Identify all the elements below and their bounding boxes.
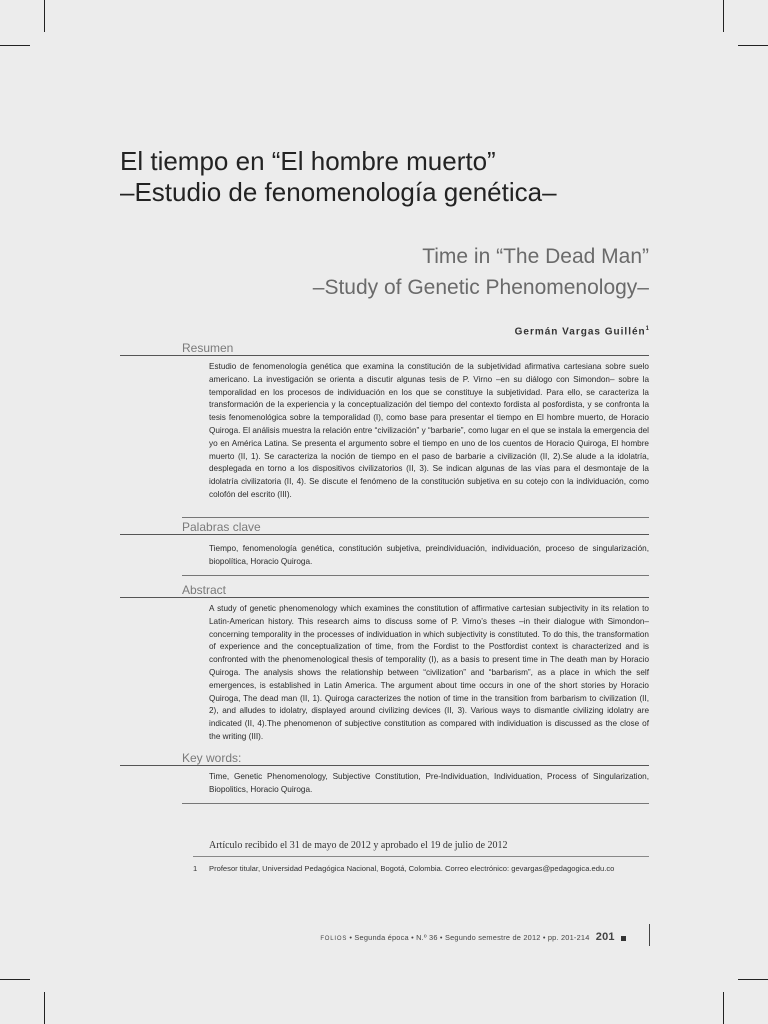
palabras-clave-heading-label: Palabras clave [182,520,261,534]
author-footnote-mark: 1 [645,326,649,332]
crop-mark [0,45,30,46]
issue-details: • Segunda época • N.º 36 • Segundo semestre de 2012 • pp. 201-214 [349,933,590,942]
spanish-title-line2: –Estudio de fenomenología genética– [120,177,557,207]
received-note: Artículo recibido el 31 de mayo de 2012 y aprobado el 19 de julio de 2012 [209,840,508,851]
english-title-line2: –Study of Genetic Phenomenology– [312,276,649,299]
resumen-heading-label: Resumen [182,341,234,355]
key-words-text: Time, Genetic Phenomenology, Subjective Constitution, Pre-Individuation, Individuation, Process of Singularization, Biopolitics, Horacio Quiroga. [209,772,649,794]
footnote [193,864,653,873]
palabras-clave-heading [120,520,649,535]
author-name: Germán Vargas Guillén [514,326,646,338]
journal-name: FOLIOS [320,936,348,942]
section-divider [182,803,649,804]
footer-bar [649,924,650,946]
spanish-title-line1: El tiempo en “El hombre muerto” [120,146,496,176]
abstract-text: A study of genetic phenomenology which examines the constitution of affirmative cartesian subjectivity in its relation to Latin-American history. This research aims to discuss some of P. Virno’s theses –in their dialogue with Simondon– concerning temporality in the processes of individuation in which subjectivity is constituted. To do this, the transformation of experience and the conceptualization of time, from the Fordist to the Postfordist context is characterized and is confronted with the phenomenological thesis of temporality (I), as a basis to present time in The death man by Horacio Quiroga. The analysis shows the relationship between “civilization” and “barbarism”, as a place in which the self emergences, is established in Latin America. The argument about time occurs in one of the short stories by Horacio Quiroga, The dead man (II, 1). Quiroga caracterizes the notion of time in the transition from barbarism to civilization (II, 2), and alludes to idolatry, displayed around civilizing devices (II, 3). Various ways to dismantle civilizing idolatry are indicated (II, 4).The phenomenon of subjective constitution as compared with individuation is discussed as the close of the writing (III). [209,604,649,741]
footnote-number: 1 [193,864,198,873]
crop-mark [723,0,724,32]
square-marker-icon [621,936,626,941]
crop-mark [738,979,768,980]
key-words-heading-label: Key words: [182,751,242,765]
section-divider [182,517,649,518]
crop-mark [44,992,45,1024]
section-divider [182,575,649,576]
resumen-text: Estudio de fenomenología genética que examina la constitución de la subjetividad afirmativa cartesiana sobre suelo americano. La investigación se orienta a discutir algunas tesis de P. Virno –en su diálogo con Simondon– sobre la temporalidad en los procesos de individuación en los que se constituye la subjetividad. Para ello, se caracteriza la transformación de la experiencia y la conceptualización del tiempo del contexto fordista al posfordista, y se confronta la tesis fenomenológica sobre la temporalidad (I), como base para presentar el tiempo en El hombre muerto, de Horacio Quiroga. El análisis muestra la relación entre “civilización” y “barbarie”, como lugar en el que se instala la emergencia del yo en América Latina. Se presenta el argumento sobre el tiempo en uno de los cuentos de Horacio Quiroga, El hombre muerto (II, 1). Se caracteriza la noción de tiempo en el paso de barbarie a civilización (II, 2).Se alude a la idolatría, desplegada en torno a los dispositivos civilizatorios (II, 3). Se indican algunas de las vías para el desmontaje de la idolatría civilizatoria (II, 4). Se discute el fenómeno de la constitución subjetiva en su cotejo con la individuación, como colofón del escrito (III). [209,362,649,499]
english-title [89,241,649,303]
english-title-line1: Time in “The Dead Man” [422,245,649,268]
footnote-divider [193,856,649,857]
key-words-heading [120,751,649,766]
palabras-clave-text: Tiempo, fenomenología genética, constitución subjetiva, preindividuación, individuación, proceso de singularización, biopolítica, Horacio Quiroga. [209,544,649,566]
spanish-title [120,146,680,208]
crop-mark [44,0,45,32]
author-byline [515,326,649,337]
page-footer [296,931,626,943]
crop-mark [0,979,30,980]
crop-mark [723,992,724,1024]
abstract-heading-label: Abstract [182,583,227,597]
footnote-text: Profesor titular, Universidad Pedagógica Nacional, Bogotá, Colombia. Correo electrónico: gevargas@pedagogica.edu.co [209,864,615,873]
crop-mark [738,45,768,46]
abstract-heading [120,583,649,598]
resumen-heading [120,341,649,356]
page-number: 201 [595,931,615,943]
